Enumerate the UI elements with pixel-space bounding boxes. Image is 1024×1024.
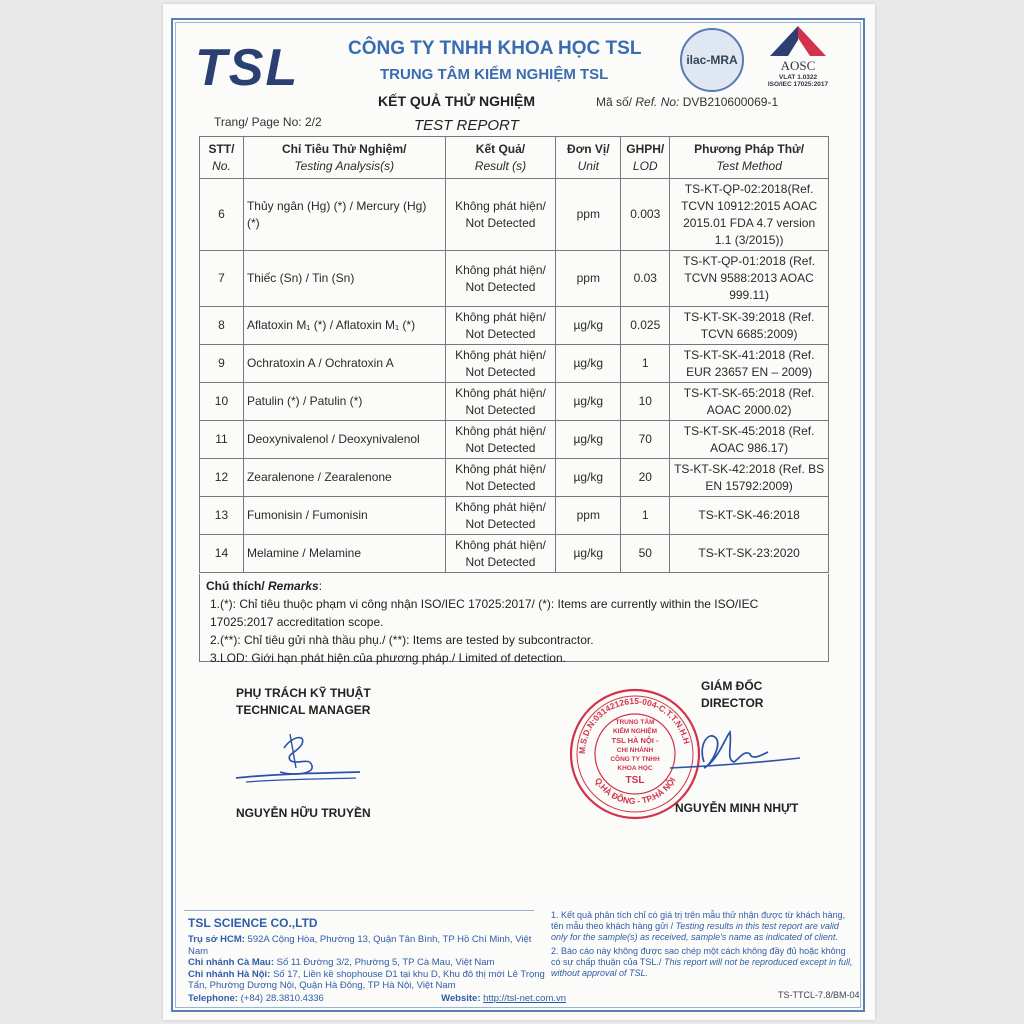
table-header-row (200, 137, 829, 179)
header-analysis: Chỉ Tiêu Thử Nghiệm/ Testing Analysis(s) (243, 137, 445, 179)
cell-analysis: Patulin (*) / Patulin (*) (243, 383, 445, 421)
tsl-logo: TSL (195, 39, 300, 97)
cell-no: 14 (200, 535, 244, 573)
aosc-iso: ISO/IEC 17025:2017 (767, 81, 829, 88)
cell-no: 11 (200, 421, 244, 459)
cell-no: 9 (200, 345, 244, 383)
footer-website-link[interactable]: http://tsl-net.com.vn (483, 993, 567, 1004)
cell-lod: 0.03 (621, 251, 670, 307)
stamp-center-line: KHOA HỌC (617, 765, 653, 772)
footer-contact: Telephone: (+84) 28.3810.4336 Website: http://tsl-net.com.vn (188, 993, 567, 1004)
cell-method: TS-KT-SK-39:2018 (Ref. TCVN 6685:2009) (670, 307, 829, 345)
results-table (199, 136, 829, 573)
remarks-box (199, 574, 829, 665)
table-row (200, 251, 829, 307)
cell-method: TS-KT-SK-65:2018 (Ref. AOAC 2000.02) (670, 383, 829, 421)
cell-analysis: Aflatoxin M₁ (*) / Aflatoxin M₁ (*) (243, 307, 445, 345)
aosc-triangle-icon (766, 24, 830, 58)
stamp-ring-text: M.S.D.N:0314212615-004-C.T.T.N.H.H (576, 695, 692, 755)
form-number: TS-TTCL-7.8/BM-04 (778, 990, 860, 1000)
aosc-logo (758, 24, 838, 100)
stamp-center-line: TRUNG TÂM (615, 719, 655, 726)
cell-result: Không phát hiện/ Not Detected (445, 179, 556, 251)
cell-result: Không phát hiện/ Not Detected (445, 307, 556, 345)
cell-result: Không phát hiện/ Not Detected (445, 535, 556, 573)
cell-lod: 1 (621, 345, 670, 383)
cell-unit: µg/kg (556, 535, 621, 573)
footer-hcm: Trụ sở HCM: 592A Cộng Hòa, Phường 13, Quận Tân Bình, TP Hồ Chí Minh, Việt Nam (188, 934, 532, 957)
table-row (200, 307, 829, 345)
technical-manager-title: PHỤ TRÁCH KỸ THUẬT TECHNICAL MANAGER (236, 686, 371, 717)
cell-unit: µg/kg (556, 307, 621, 345)
cell-lod: 70 (621, 421, 670, 459)
reference-number (596, 95, 778, 109)
remark-item: 1.(*): Chỉ tiêu thuộc phạm vi công nhận ISO/IEC 17025:2017/ (*): Items are currently within the ISO/IEC 17025:2017 accreditation scope. (210, 597, 759, 629)
footer-note-1: 1. Kết quả phân tích chỉ có giá trị trên mẫu thử nhận được từ khách hàng, tên mẫu theo khách hàng gửi / Testing results in this test report are valid only for the sample(s) as received, sample's name as indicated of client. (551, 910, 846, 942)
aosc-vlat: VLAT 1.0322 (778, 74, 818, 81)
director-title: GIÁM ĐỐC DIRECTOR (701, 679, 764, 710)
page-number: Trang/ Page No: 2/2 (214, 115, 322, 129)
footer-camau: Chi nhánh Cà Mau: Số 11 Đường 3/2, Phường 5, TP Cà Mau, Việt Nam (188, 957, 495, 968)
center-name: TRUNG TÂM KIỂM NGHIỆM TSL (380, 66, 609, 83)
header-unit: Đơn Vị/ Unit (556, 137, 621, 179)
cell-analysis: Thiếc (Sn) / Tin (Sn) (243, 251, 445, 307)
cell-method: TS-KT-SK-46:2018 (670, 497, 829, 535)
ilac-mra-logo (680, 28, 744, 92)
cell-no: 12 (200, 459, 244, 497)
stamp-bottom-text: Q.HÀ ĐÔNG - TP.HÀ NỘI (592, 775, 678, 807)
table-row (200, 459, 829, 497)
cell-lod: 0.003 (621, 179, 670, 251)
cell-analysis: Ochratoxin A / Ochratoxin A (243, 345, 445, 383)
report-title-vn: KẾT QUẢ THỬ NGHIỆM (378, 93, 536, 109)
aosc-label: AOSC (780, 58, 816, 73)
cell-unit: ppm (556, 497, 621, 535)
cell-method: TS-KT-SK-41:2018 (Ref. EUR 23657 EN – 2009) (670, 345, 829, 383)
footer-notes (551, 910, 855, 979)
cell-result: Không phát hiện/ Not Detected (445, 459, 556, 497)
director-name: NGUYỄN MINH NHỰT (675, 801, 799, 815)
remark-item: 3.LOD: Giới hạn phát hiện của phương pháp./ Limited of detection. (210, 651, 566, 665)
stamp-center-line: CHI NHÁNH (616, 747, 654, 754)
cell-lod: 1 (621, 497, 670, 535)
company-name: CÔNG TY TNHH KHOA HỌC TSL (348, 38, 642, 59)
ref-value: DVB210600069-1 (682, 95, 779, 109)
stamp-center-line: TSL (625, 775, 645, 786)
cell-lod: 10 (621, 383, 670, 421)
stamp-center-line: TSL HÀ NỘI - (611, 736, 659, 745)
cell-analysis: Deoxynivalenol / Deoxynivalenol (243, 421, 445, 459)
cell-analysis: Melamine / Melamine (243, 535, 445, 573)
table-row (200, 345, 829, 383)
cell-lod: 50 (621, 535, 670, 573)
cell-method: TS-KT-SK-42:2018 (Ref. BS EN 15792:2009) (670, 459, 829, 497)
table-row (200, 179, 829, 251)
table-row (200, 497, 829, 535)
technical-manager-signature (232, 726, 364, 786)
ilac-mra-label: ilac-MRA (686, 53, 738, 67)
cell-no: 10 (200, 383, 244, 421)
director-signature (664, 716, 804, 786)
remark-item: 2.(**): Chỉ tiêu gửi nhà thầu phụ./ (**): Items are tested by subcontractor. (210, 633, 594, 647)
cell-method: TS-KT-SK-23:2020 (670, 535, 829, 573)
cell-result: Không phát hiện/ Not Detected (445, 497, 556, 535)
cell-result: Không phát hiện/ Not Detected (445, 251, 556, 307)
ref-prefix: Mã số/ (596, 95, 633, 109)
stamp-center-line: CÔNG TY TNHH (610, 756, 660, 763)
cell-result: Không phát hiện/ Not Detected (445, 345, 556, 383)
cell-unit: ppm (556, 251, 621, 307)
cell-no: 13 (200, 497, 244, 535)
footer-addresses (188, 934, 548, 992)
cell-result: Không phát hiện/ Not Detected (445, 383, 556, 421)
cell-method: TS-KT-QP-02:2018(Ref. TCVN 10912:2015 AOAC 2015.01 FDA 4.7 version 1.1 (3/2015)) (670, 179, 829, 251)
cell-no: 7 (200, 251, 244, 307)
ref-label: Ref. No: (635, 95, 680, 109)
table-row (200, 535, 829, 573)
stamp-center-line: KIỂM NGHIỆM (612, 728, 658, 735)
cell-unit: µg/kg (556, 421, 621, 459)
header-method: Phương Pháp Thử/ Test Method (670, 137, 829, 179)
table-row (200, 421, 829, 459)
footer-note-2: 2. Báo cáo này không được sao chép một cách không đầy đủ hoặc không có sự chấp thuận của TSL./ This report will not be reproduced except in full, without approval of TSL. (551, 946, 853, 978)
cell-unit: µg/kg (556, 345, 621, 383)
header-result: Kết Quả/ Result (s) (445, 137, 556, 179)
cell-unit: ppm (556, 179, 621, 251)
footer-divider (184, 910, 534, 911)
technical-manager-name: NGUYỄN HỮU TRUYỀN (236, 806, 371, 820)
footer-telephone: (+84) 28.3810.4336 (240, 993, 324, 1004)
footer-hanoi: Chi nhánh Hà Nội: Số 17, Liền kề shophouse D1 tại khu D, Khu đô thị mới Lê Trọng Tấn, Phường Dương Nội, Quận Hà Đông, TP Hà Nội, Việt Nam (188, 968, 545, 991)
remarks-title: Chú thích/ Remarks: (206, 579, 323, 593)
footer-company: TSL SCIENCE CO.,LTD (188, 916, 318, 930)
cell-lod: 0.025 (621, 307, 670, 345)
cell-lod: 20 (621, 459, 670, 497)
header-no: STT/ No. (200, 137, 244, 179)
cell-analysis: Fumonisin / Fumonisin (243, 497, 445, 535)
table-row (200, 383, 829, 421)
cell-unit: µg/kg (556, 459, 621, 497)
cell-result: Không phát hiện/ Not Detected (445, 421, 556, 459)
cell-method: TS-KT-SK-45:2018 (Ref. AOAC 986.17) (670, 421, 829, 459)
cell-analysis: Thủy ngân (Hg) (*) / Mercury (Hg) (*) (243, 179, 445, 251)
cell-analysis: Zearalenone / Zearalenone (243, 459, 445, 497)
cell-method: TS-KT-QP-01:2018 (Ref. TCVN 9588:2013 AOAC 999.11) (670, 251, 829, 307)
cell-unit: µg/kg (556, 383, 621, 421)
cell-no: 6 (200, 179, 244, 251)
cell-no: 8 (200, 307, 244, 345)
header-lod: GHPH/ LOD (621, 137, 670, 179)
report-title-en: TEST REPORT (414, 117, 519, 134)
